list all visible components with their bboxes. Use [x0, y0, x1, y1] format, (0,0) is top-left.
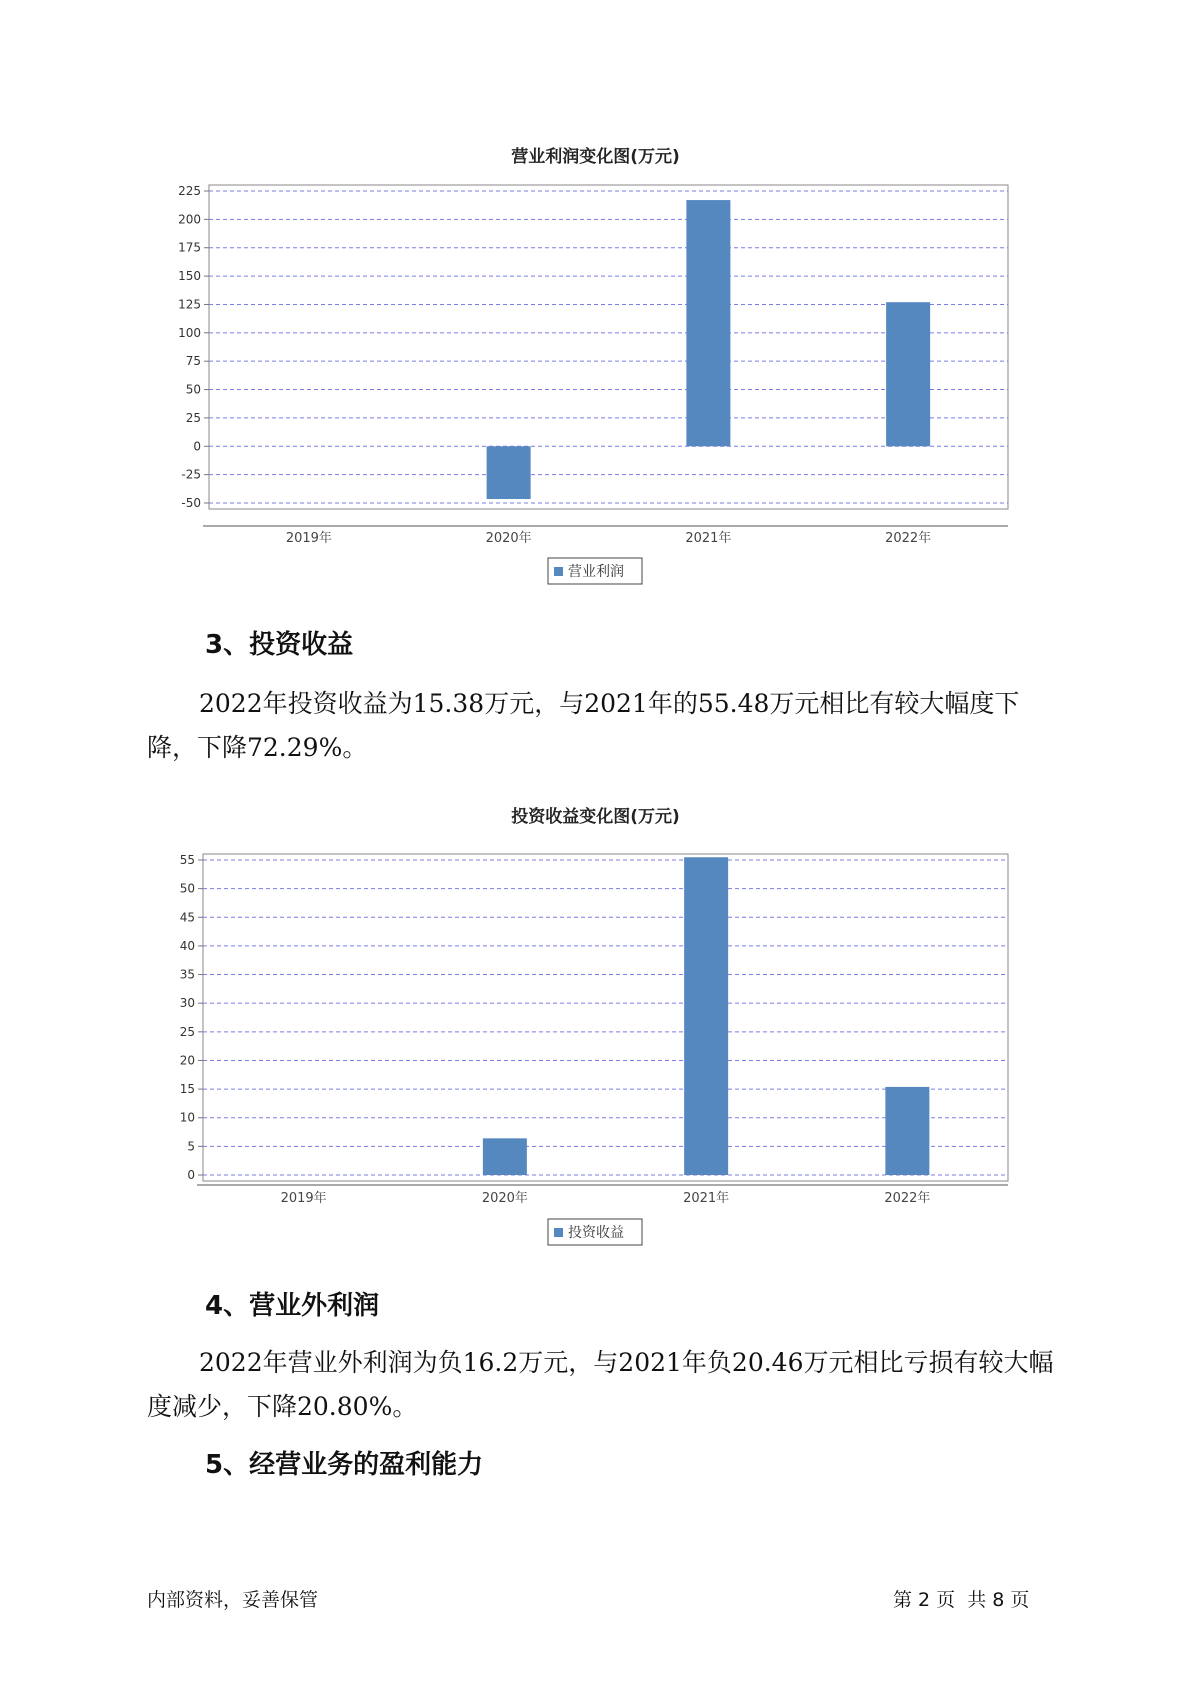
investment-income-chart — [0, 830, 1191, 1260]
y-tick-label: 35 — [179, 967, 195, 982]
y-tick-label: 75 — [185, 354, 201, 369]
x-tick-label: 2022年 — [884, 1191, 931, 1206]
footer-confidential-note: 内部资料，妥善保管 — [147, 1589, 319, 1611]
y-tick-label: 150 — [178, 269, 201, 284]
y-tick-label: 10 — [179, 1110, 195, 1125]
bar-2021年 — [684, 857, 728, 1175]
paragraph-non-operating-profit: 2022年营业外利润为负16.2万元，与2021年负20.46万元相比亏损有较大幅度减少，下降20.80%。 — [147, 1348, 1054, 1421]
y-tick-label: 50 — [179, 881, 195, 896]
y-tick-label: 25 — [185, 410, 201, 425]
chart1-title: 营业利润变化图(万元) — [511, 147, 680, 167]
y-tick-label: 125 — [178, 297, 201, 312]
x-tick-label: 2021年 — [685, 531, 732, 546]
y-tick-label: -50 — [181, 496, 201, 510]
y-tick-label: 20 — [179, 1053, 195, 1068]
y-tick-label: 25 — [179, 1024, 195, 1039]
y-tick-label: -25 — [181, 467, 201, 482]
bar-2021年 — [686, 200, 730, 446]
legend-label: 营业利润 — [568, 564, 624, 580]
y-tick-label: 225 — [178, 184, 201, 198]
y-tick-label: 175 — [178, 240, 201, 255]
y-tick-label: 15 — [179, 1082, 195, 1097]
x-tick-label: 2022年 — [885, 531, 932, 546]
y-tick-label: 30 — [179, 996, 195, 1011]
y-tick-label: 5 — [187, 1139, 195, 1154]
y-tick-label: 55 — [179, 853, 195, 867]
paragraph-investment-income: 2022年投资收益为15.38万元，与2021年的55.48万元相比有较大幅度下降，下降72.29%。 — [147, 689, 1020, 762]
y-tick-label: 0 — [187, 1168, 195, 1182]
heading-non-operating-profit: 4、营业外利润 — [205, 1291, 380, 1321]
y-tick-label: 0 — [193, 439, 201, 454]
y-tick-label: 50 — [185, 382, 201, 397]
x-tick-label: 2021年 — [683, 1191, 730, 1206]
chart2-title: 投资收益变化图(万元) — [511, 807, 680, 827]
footer-page-number: 第 2 页 共 8 页 — [893, 1589, 1030, 1611]
y-tick-label: 45 — [179, 910, 195, 925]
legend-swatch — [554, 1228, 563, 1237]
x-tick-label: 2020年 — [485, 531, 532, 546]
x-tick-label: 2019年 — [280, 1191, 327, 1206]
y-tick-label: 100 — [178, 325, 201, 340]
x-tick-label: 2020年 — [481, 1191, 528, 1206]
bar-2022年 — [886, 302, 930, 446]
legend-label: 投资收益 — [568, 1225, 624, 1241]
x-tick-label: 2019年 — [285, 531, 332, 546]
y-tick-label: 40 — [179, 938, 195, 953]
legend-swatch — [554, 567, 563, 576]
bar-2020年 — [483, 1138, 527, 1175]
bar-2022年 — [885, 1087, 929, 1175]
bar-2020年 — [487, 446, 531, 499]
heading-investment-income: 3、投资收益 — [205, 630, 354, 660]
operating-profit-chart — [0, 170, 1191, 600]
y-tick-label: 200 — [178, 212, 201, 227]
heading-operating-profitability: 5、经营业务的盈利能力 — [205, 1450, 484, 1480]
